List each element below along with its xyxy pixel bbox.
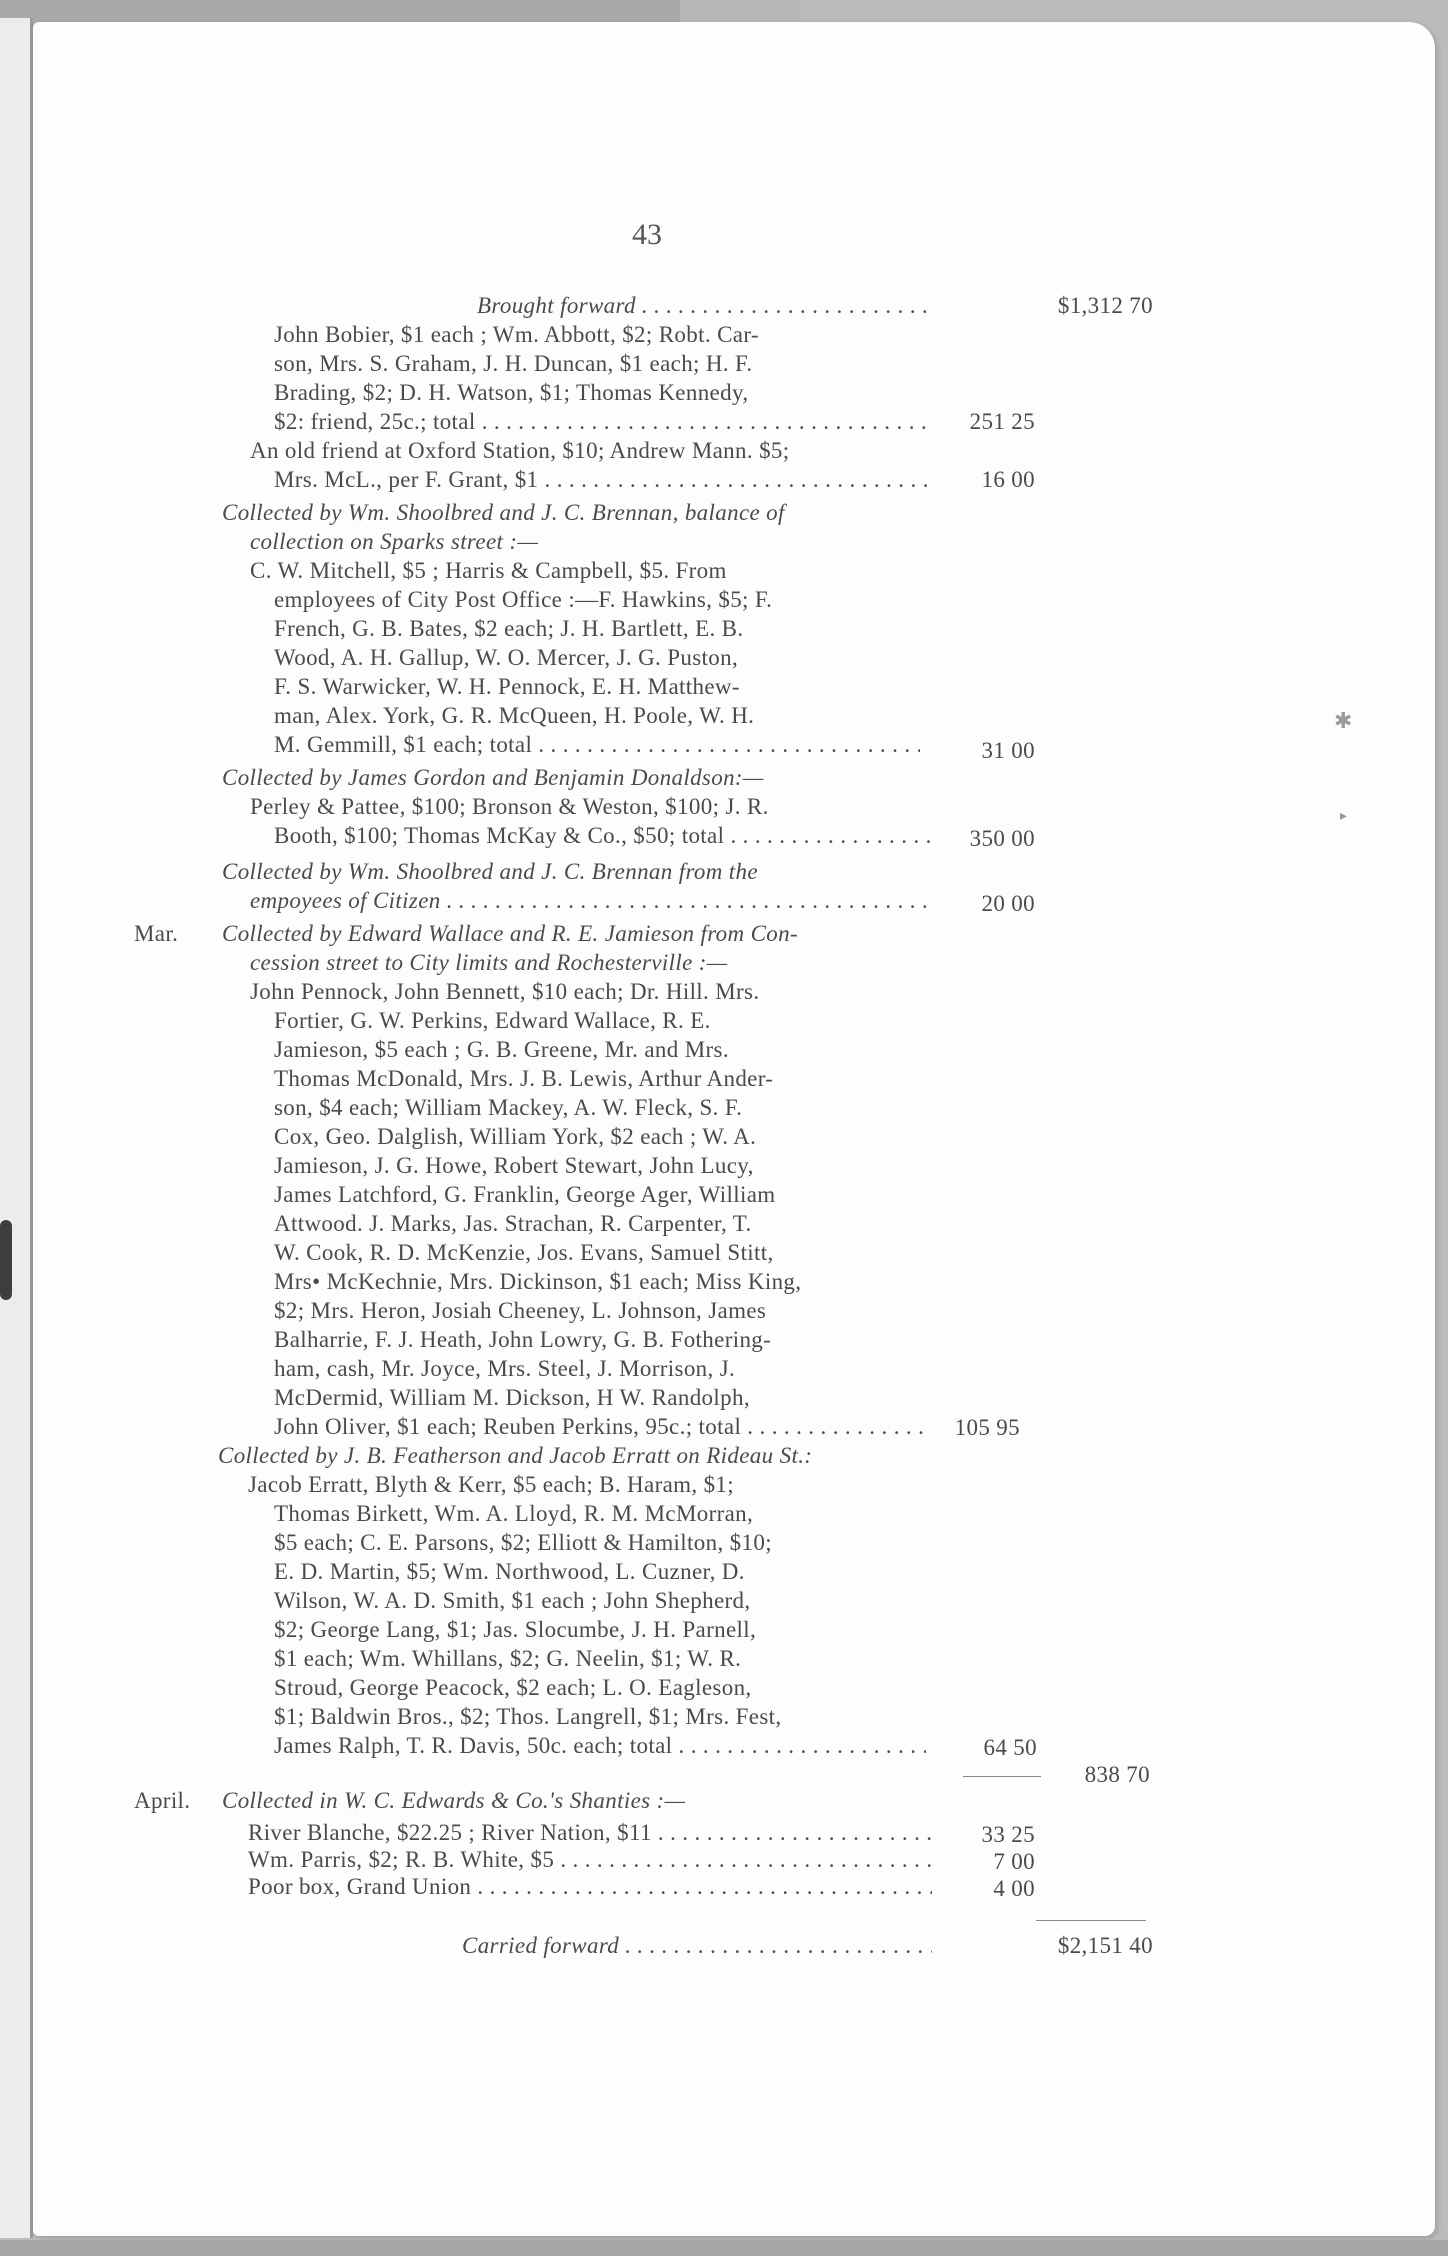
ledger-line: [0, 380, 1448, 409]
ledger-line: [0, 1847, 1448, 1876]
entry-text: James Ralph, T. R. Davis, 50c. each; total . . .: [274, 1733, 926, 1759]
entry-amount: 64 50: [983, 1735, 1037, 1760]
collection-heading: Collected by Wm. Shoolbred and J. C. Brennan from the: [222, 859, 758, 884]
ledger-line: [0, 1182, 1448, 1211]
ledger-line: [0, 1472, 1448, 1501]
ledger-line: [0, 1733, 1448, 1762]
ledger-line: [0, 1617, 1448, 1646]
entry-text: Balharrie, F. J. Heath, John Lowry, G. B. Fothering-: [274, 1327, 772, 1352]
carried-forward-label: Carried forward . . .: [462, 1933, 932, 1959]
subtotal-row: [0, 1762, 1448, 1791]
brought-forward-row: [0, 293, 1448, 322]
entry-text: Jamieson, J. G. Howe, Robert Stewart, John Lucy,: [274, 1153, 754, 1178]
ledger-line: [0, 1559, 1448, 1588]
entry-text: Jamieson, $5 each ; G. B. Greene, Mr. and Mrs.: [274, 1037, 729, 1062]
entry-amount: 33 25: [981, 1822, 1035, 1847]
entry-text: Attwood. J. Marks, Jas. Strachan, R. Carpenter, T.: [274, 1211, 752, 1236]
carried-forward-row: [0, 1933, 1448, 1962]
collection-heading: Collected by Wm. Shoolbred and J. C. Brennan, balance of: [222, 500, 785, 525]
entry-text: McDermid, William M. Dickson, H W. Randolph,: [274, 1385, 750, 1410]
total-rule: [1036, 1920, 1146, 1921]
entry-text: Cox, Geo. Dalglish, William York, $2 each ; W. A.: [274, 1124, 757, 1149]
entry-text: John Oliver, $1 each; Reuben Perkins, 95c.; total . . .: [274, 1414, 926, 1440]
ledger-line: [0, 794, 1448, 823]
ledger-line: [0, 1646, 1448, 1675]
entry-amount: 7 00: [993, 1849, 1035, 1874]
ledger-line: [0, 1211, 1448, 1240]
entry-text: ham, cash, Mr. Joyce, Mrs. Steel, J. Morrison, J.: [274, 1356, 736, 1381]
entry-text: F. S. Warwicker, W. H. Pennock, E. H. Matthew-: [274, 674, 740, 699]
entry-text: Mrs• McKechnie, Mrs. Dickinson, $1 each; Miss King,: [274, 1269, 802, 1294]
entry-text: son, $4 each; William Mackey, A. W. Fleck, S. F.: [274, 1095, 743, 1120]
ledger-line: [0, 1356, 1448, 1385]
ledger-line: [0, 732, 1448, 761]
entry-text: Perley & Pattee, $100; Bronson & Weston, $100; J. R.: [250, 794, 769, 819]
entry-text: Wood, A. H. Gallup, W. O. Mercer, J. G. Puston,: [274, 645, 739, 670]
scan-border-bottom: [0, 2240, 1448, 2256]
ledger-line: [0, 645, 1448, 674]
ledger-line: [0, 467, 1448, 496]
ledger-line: [0, 979, 1448, 1008]
entry-amount: 105 95: [954, 1415, 1020, 1440]
ledger-line: [0, 500, 1448, 529]
collection-heading: Collected by J. B. Featherson and Jacob Erratt on Rideau St.:: [218, 1443, 813, 1468]
scan-speck: ▸: [1340, 809, 1348, 824]
ledger-line: [0, 1327, 1448, 1356]
entry-text: Jacob Erratt, Blyth & Kerr, $5 each; B. Haram, $1;: [248, 1472, 735, 1497]
ledger-line: [0, 1788, 1448, 1817]
entry-text: Fortier, G. W. Perkins, Edward Wallace, R. E.: [274, 1008, 711, 1033]
ledger-line: [0, 529, 1448, 558]
collection-heading: Collected in W. C. Edwards & Co.'s Shanties :—: [222, 1788, 686, 1813]
collection-heading: Collected by James Gordon and Benjamin Donaldson:—: [222, 765, 764, 790]
ledger-line: [0, 1066, 1448, 1095]
subtotal-amount: 838 70: [1084, 1762, 1150, 1787]
ledger-line: [0, 1530, 1448, 1559]
entry-text: Thomas McDonald, Mrs. J. B. Lewis, Arthur Ander-: [274, 1066, 774, 1091]
collection-heading: cession street to City limits and Rochesterville :—: [250, 950, 728, 975]
entry-text: man, Alex. York, G. R. McQueen, H. Poole, W. H.: [274, 703, 755, 728]
ledger-line: [0, 1588, 1448, 1617]
ledger-line: [0, 1124, 1448, 1153]
entry-text: Brading, $2; D. H. Watson, $1; Thomas Kennedy,: [274, 380, 749, 405]
entry-text: $1 each; Wm. Whillans, $2; G. Neelin, $1; W. R.: [274, 1646, 742, 1671]
entry-text: W. Cook, R. D. McKenzie, Jos. Evans, Samuel Stitt,: [274, 1240, 774, 1265]
entry-text: French, G. B. Bates, $2 each; J. H. Bartlett, E. B.: [274, 616, 744, 641]
entry-amount: 16 00: [981, 467, 1035, 492]
ledger-line: [0, 438, 1448, 467]
ledger-line: [0, 616, 1448, 645]
entry-text: $2: friend, 25c.; total . . .: [274, 409, 932, 435]
month-label: Mar.: [134, 921, 179, 946]
entry-text: E. D. Martin, $5; Wm. Northwood, L. Cuzner, D.: [274, 1559, 745, 1584]
ledger-line: [0, 703, 1448, 732]
entry-text: James Latchford, G. Franklin, George Ager, William: [274, 1182, 776, 1207]
entry-text: An old friend at Oxford Station, $10; Andrew Mann. $5;: [250, 438, 790, 463]
carried-forward-amount: $2,151 40: [1057, 1933, 1153, 1958]
scan-speck: ✱: [1334, 708, 1353, 733]
collection-heading: Collected by Edward Wallace and R. E. Jamieson from Con-: [222, 921, 798, 946]
ledger-line: [0, 1095, 1448, 1124]
ledger-line: [0, 1820, 1448, 1849]
entry-text: $5 each; C. E. Parsons, $2; Elliott & Hamilton, $10;: [274, 1530, 772, 1555]
entry-text: John Bobier, $1 each ; Wm. Abbott, $2; Robt. Car-: [274, 322, 759, 347]
ledger-line: [0, 921, 1448, 950]
entry-text: $2; Mrs. Heron, Josiah Cheeney, L. Johnson, James: [274, 1298, 767, 1323]
ledger-line: [0, 351, 1448, 380]
entry-text: Mrs. McL., per F. Grant, $1 . . .: [274, 467, 932, 493]
entry-text: Wilson, W. A. D. Smith, $1 each ; John Shepherd,: [274, 1588, 751, 1613]
entry-text: River Blanche, $22.25 ; River Nation, $11 . . .: [248, 1820, 932, 1846]
entry-amount: 31 00: [981, 738, 1035, 763]
ledger-line: [0, 1704, 1448, 1733]
ledger-line: [0, 674, 1448, 703]
entry-text: Booth, $100; Thomas McKay & Co., $50; total . . .: [274, 823, 932, 849]
entry-text: $1; Baldwin Bros., $2; Thos. Langrell, $1; Mrs. Fest,: [274, 1704, 782, 1729]
page-number: 43: [632, 218, 662, 251]
brought-forward-label: Brought forward . . .: [477, 293, 932, 319]
ledger-line: [0, 558, 1448, 587]
entry-amount: 350 00: [969, 826, 1035, 851]
ledger-line: [0, 859, 1448, 888]
ledger-line: [0, 765, 1448, 794]
ledger-line: [0, 1008, 1448, 1037]
ledger-line: [0, 409, 1448, 438]
entry-text: John Pennock, John Bennett, $10 each; Dr. Hill. Mrs.: [250, 979, 760, 1004]
ledger-line: [0, 1443, 1448, 1472]
ledger-line: [0, 888, 1448, 917]
brought-forward-amount: $1,312 70: [1057, 293, 1153, 318]
ledger-line: [0, 1675, 1448, 1704]
entry-text: son, Mrs. S. Graham, J. H. Duncan, $1 each; H. F.: [274, 351, 753, 376]
ledger-line: [0, 1298, 1448, 1327]
entry-text: M. Gemmill, $1 each; total . . .: [274, 732, 920, 758]
ledger-line: [0, 1037, 1448, 1066]
ledger-line: [0, 322, 1448, 351]
entry-amount: 20 00: [981, 891, 1035, 916]
ledger-line: [0, 823, 1448, 852]
entry-text: C. W. Mitchell, $5 ; Harris & Campbell, $5. From: [250, 558, 727, 583]
ledger-line: [0, 1153, 1448, 1182]
entry-amount: 4 00: [993, 1876, 1035, 1901]
month-label: April.: [134, 1788, 191, 1813]
entry-text: Stroud, George Peacock, $2 each; L. O. Eagleson,: [274, 1675, 752, 1700]
entry-text: Wm. Parris, $2; R. B. White, $5 . . .: [248, 1847, 932, 1873]
entry-text: Poor box, Grand Union . . .: [248, 1874, 932, 1900]
ledger-line: [0, 950, 1448, 979]
collection-heading: empoyees of Citizen . . .: [250, 888, 932, 914]
ledger-line: [0, 1414, 1448, 1443]
ledger-line: [0, 1385, 1448, 1414]
collection-heading: collection on Sparks street :—: [250, 529, 539, 554]
ledger-line: [0, 1874, 1448, 1903]
ledger-line: [0, 1501, 1448, 1530]
ledger-line: [0, 1240, 1448, 1269]
entry-text: $2; George Lang, $1; Jas. Slocumbe, J. H. Parnell,: [274, 1617, 757, 1642]
entry-amount: 251 25: [969, 409, 1035, 434]
ledger-line: [0, 587, 1448, 616]
entry-text: employees of City Post Office :—F. Hawkins, $5; F.: [274, 587, 773, 612]
ledger-line: [0, 1269, 1448, 1298]
entry-text: Thomas Birkett, Wm. A. Lloyd, R. M. McMorran,: [274, 1501, 754, 1526]
